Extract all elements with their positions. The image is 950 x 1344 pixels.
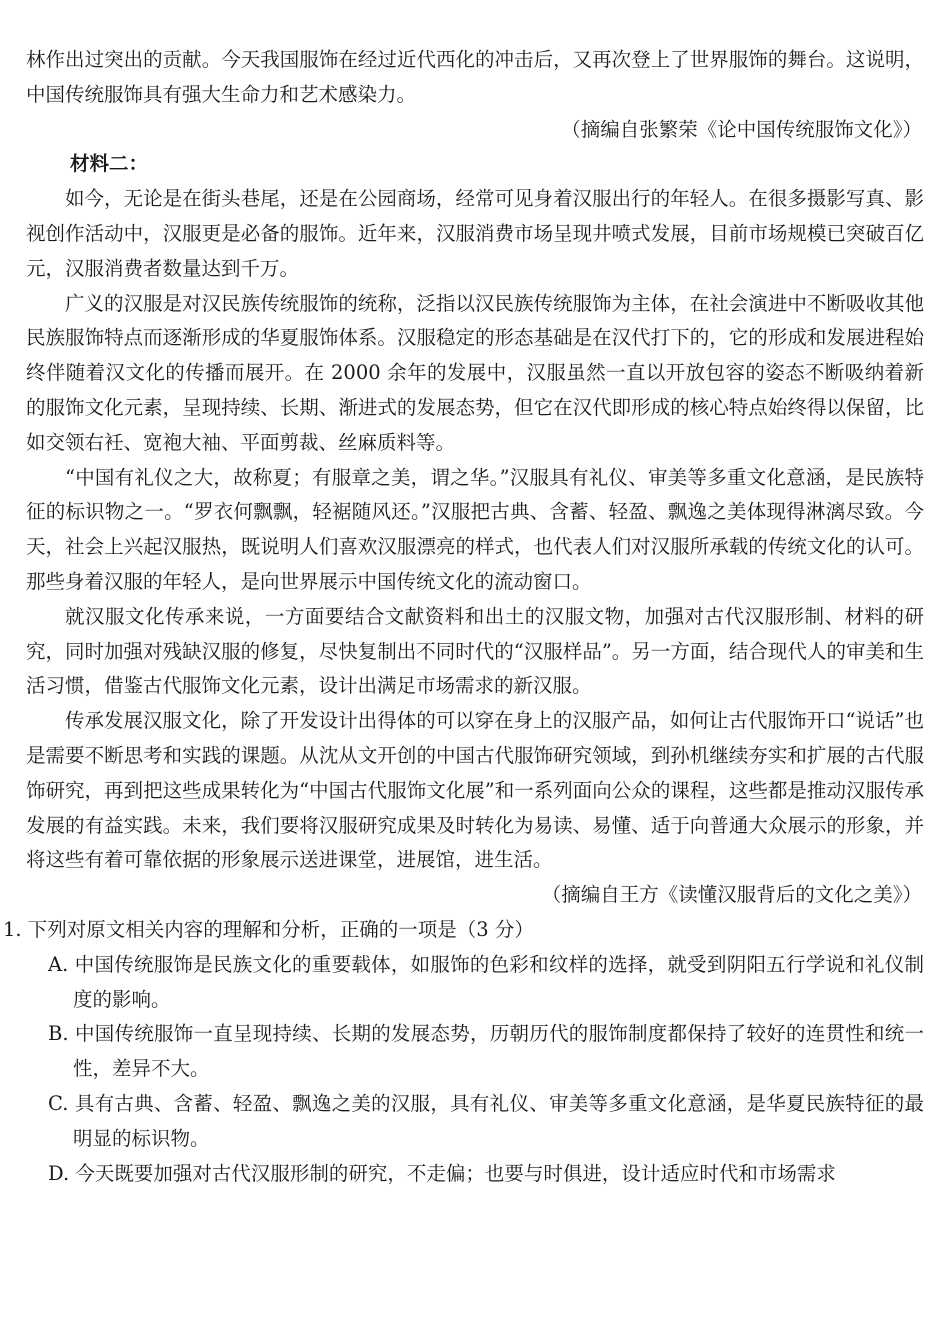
question-1-option-c: C. 具有古典、含蓄、轻盈、飘逸之美的汉服，具有礼仪、审美等多重文化意涵，是华夏民族特征的最明显的标识物。 <box>48 1091 924 1150</box>
material2-paragraph: “中国有礼仪之大，故称夏；有服章之美，谓之华。”汉服具有礼仪、审美等多重文化意涵，是民族特征的标识物之一。“罗衣何飘飘，轻裾随风还。”汉服把古典、含蓄、轻盈、飘逸之美体现得淋漓尽致。今天，社会上兴起汉服热，既说明人们喜欢汉服漂亮的样式，也代表人们对汉服所承载的传统文化的认可。那些身着汉服的年轻人，是向世界展示中国传统文化的流动窗口。 <box>26 465 924 593</box>
material2-heading: 材料二： <box>70 152 149 176</box>
material2-paragraph: 广义的汉服是对汉民族传统服饰的统称，泛指以汉民族传统服饰为主体，在社会演进中不断吸收其他民族服饰特点而逐渐形成的华夏服饰体系。汉服稳定的形态基础是在汉代打下的，它的形成和发展进程始终伴随着汉文化的传播而展开。在 2000 余年的发展中，汉服虽然一直以开放包容的姿态不断吸纳着新的服饰文化元素，呈现持续、长期、渐进式的发展态势，但它在汉代即形成的核心特点始终得以保留，比如交领右衽、宽袍大袖、平面剪裁、丝麻质料等。 <box>26 291 924 454</box>
exam-page <box>3 43 924 1191</box>
question-1-option-a: A. 中国传统服饰是民族文化的重要载体，如服饰的色彩和纹样的选择，就受到阴阳五行学说和礼仪制度的影响。 <box>48 952 924 1011</box>
question-1-option-b: B. 中国传统服饰一直呈现持续、长期的发展态势，历朝历代的服饰制度都保持了较好的连贯性和统一性，差异不大。 <box>48 1022 924 1081</box>
material2-paragraph: 传承发展汉服文化，除了开发设计出得体的可以穿在身上的汉服产品，如何让古代服饰开口“说话”也是需要不断思考和实践的课题。从沈从文开创的中国古代服饰研究领域，到孙机继续夯实和扩展的古代服饰研究，再到把这些成果转化为“中国古代服饰文化展”和一系列面向公众的课程，这些都是推动汉服传承发展的有益实践。未来，我们要将汉服研究成果及时转化为易读、易懂、适于向普通大众展示的形象，并将这些有着可靠依据的形象展示送进课堂，进展馆，进生活。 <box>26 709 924 872</box>
question-1-stem: 1. 下列对原文相关内容的理解和分析，正确的一项是（3 分） <box>3 917 534 941</box>
question-1-option-d: D. 今天既要加强对古代汉服形制的研究，不走偏；也要与时俱进，设计适应时代和市场需求 <box>48 1161 836 1185</box>
material2-paragraph: 如今，无论是在街头巷尾，还是在公园商场，经常可见身着汉服出行的年轻人。在很多摄影写真、影视创作活动中，汉服更是必备的服饰。近年来，汉服消费市场呈现井喷式发展，目前市场规模已突破百亿元，汉服消费者数量达到千万。 <box>26 187 924 280</box>
material1-source: （摘编自张繁荣《论中国传统服饰文化》） <box>561 117 922 141</box>
material2-source: （摘编自王方《读懂汉服背后的文化之美》） <box>541 883 922 907</box>
material1-tail-paragraph: 林作出过突出的贡献。今天我国服饰在经过近代西化的冲击后，又再次登上了世界服饰的舞台。这说明，中国传统服饰具有强大生命力和艺术感染力。 <box>26 48 924 106</box>
material2-paragraph: 就汉服文化传承来说，一方面要结合文献资料和出土的汉服文物，加强对古代汉服形制、材料的研究，同时加强对残缺汉服的修复，尽快复制出不同时代的“汉服样品”。另一方面，结合现代人的审美和生活习惯，借鉴古代服饰文化元素，设计出满足市场需求的新汉服。 <box>26 604 924 698</box>
